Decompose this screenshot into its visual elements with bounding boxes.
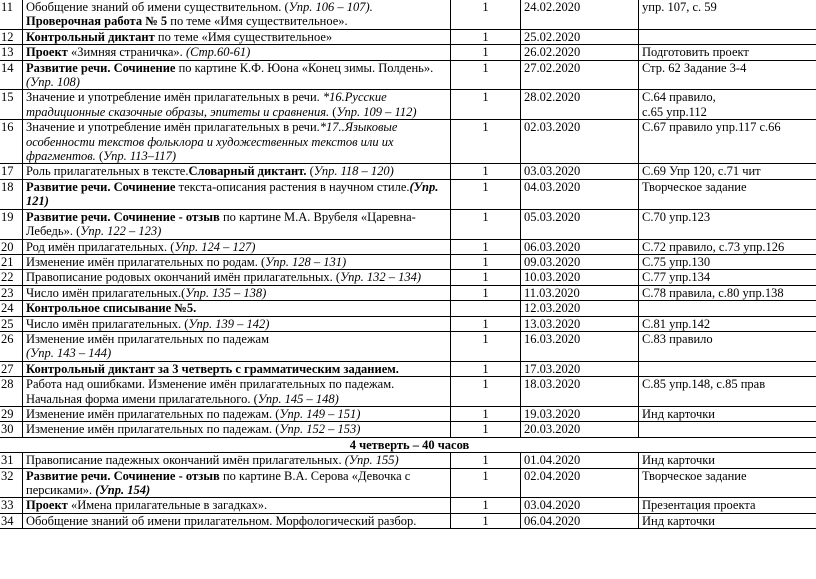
hours-count: 1 xyxy=(451,29,521,44)
homework xyxy=(639,164,816,179)
lesson-topic xyxy=(23,285,451,300)
homework-text: Творческое задание xyxy=(642,468,747,483)
hours-count: 1 xyxy=(451,377,521,407)
lesson-number: 14 xyxy=(0,60,23,90)
homework-text: С.67 правило упр.117 с.66 xyxy=(642,120,781,135)
lesson-topic xyxy=(23,209,451,239)
homework-text: С.69 Упр 120, с.71 чит xyxy=(642,164,761,179)
homework-text: Стр. 62 Задание 3-4 xyxy=(642,60,747,75)
lesson-topic xyxy=(23,406,451,421)
homework xyxy=(639,301,816,316)
topic-text: ( xyxy=(306,164,314,179)
hours-count: 1 xyxy=(451,285,521,300)
lesson-topic xyxy=(23,301,451,316)
table-row xyxy=(0,209,816,239)
homework xyxy=(639,254,816,269)
lesson-date: 01.04.2020 xyxy=(521,453,639,468)
lesson-number: 16 xyxy=(0,120,23,164)
lesson-date: 02.03.2020 xyxy=(521,120,639,164)
hours-count: 1 xyxy=(451,45,521,60)
lesson-topic xyxy=(23,453,451,468)
lesson-number: 17 xyxy=(0,164,23,179)
homework-text: Инд карточки xyxy=(642,406,715,421)
homework xyxy=(639,90,816,120)
topic-text: Обобщение знаний об имени существительном. ( xyxy=(26,0,289,14)
lesson-topic xyxy=(23,270,451,285)
lesson-number: 34 xyxy=(0,513,23,528)
table-row xyxy=(0,422,816,437)
table-row xyxy=(0,120,816,164)
homework-text: Подготовить проект xyxy=(642,45,749,60)
lesson-date: 09.03.2020 xyxy=(521,254,639,269)
topic-text: Упр. 118 – 120) xyxy=(313,164,394,179)
topic-text: Обобщение знаний об имени прилагательном. Морфологический разбор. xyxy=(26,513,417,528)
table-row xyxy=(0,453,816,468)
homework xyxy=(639,422,816,437)
lesson-topic xyxy=(23,60,451,90)
topic-text: по картине В.А. Серова «Девочка с персиками». xyxy=(26,468,411,497)
lesson-topic xyxy=(23,468,451,498)
homework-text: С.77 упр.134 xyxy=(642,270,711,285)
topic-text: *17..Языковые особенности текстов фольклора и художественных текстов или их фрагментов. xyxy=(26,120,398,164)
lesson-date: 16.03.2020 xyxy=(521,331,639,361)
hours-count: 1 xyxy=(451,179,521,209)
homework xyxy=(639,453,816,468)
homework-text: Инд карточки xyxy=(642,513,715,528)
lesson-date: 25.02.2020 xyxy=(521,29,639,44)
lesson-date: 12.03.2020 xyxy=(521,301,639,316)
topic-text: Упр. 122 – 123) xyxy=(80,224,162,239)
hours-count: 1 xyxy=(451,498,521,513)
lesson-number: 31 xyxy=(0,453,23,468)
lesson-date: 11.03.2020 xyxy=(521,285,639,300)
topic-text: (Упр. 108) xyxy=(26,75,80,90)
lesson-date: 10.03.2020 xyxy=(521,270,639,285)
lesson-number: 30 xyxy=(0,422,23,437)
topic-text: Изменение имён прилагательных по падежам. ( xyxy=(26,406,280,421)
lesson-topic xyxy=(23,239,451,254)
topic-text: Развитие речи. Сочинение - отзыв xyxy=(26,468,220,483)
topic-text: Упр. 106 – 107). xyxy=(288,0,373,14)
lesson-date: 13.03.2020 xyxy=(521,316,639,331)
hours-count: 1 xyxy=(451,331,521,361)
topic-text: Упр. 139 – 142) xyxy=(188,316,270,331)
topic-text: (Упр. 121) xyxy=(26,179,439,209)
topic-text: (Упр. 143 – 144) xyxy=(26,346,112,361)
homework xyxy=(639,285,816,300)
lesson-number: 29 xyxy=(0,406,23,421)
table-row xyxy=(0,45,816,60)
lesson-number: 28 xyxy=(0,377,23,407)
homework xyxy=(639,468,816,498)
homework xyxy=(639,270,816,285)
hours-count: 1 xyxy=(451,453,521,468)
table-row xyxy=(0,254,816,269)
homework xyxy=(639,0,816,29)
lesson-date: 18.03.2020 xyxy=(521,377,639,407)
table-row xyxy=(0,331,816,361)
topic-text: Правописание родовых окончаний имён прилагательных. ( xyxy=(26,270,341,285)
lesson-topic xyxy=(23,361,451,376)
lesson-date: 24.02.2020 xyxy=(521,0,639,29)
homework-text: С.72 правило, с.73 упр.126 xyxy=(642,239,785,254)
homework xyxy=(639,120,816,164)
topic-text: Значение и употребление имён прилагательных в речи. xyxy=(26,120,320,135)
hours-count: 1 xyxy=(451,164,521,179)
topic-text: Упр. 152 – 153) xyxy=(279,422,361,437)
topic-text: *16.Русские традиционные сказочные образы, эпитеты и сравнения. xyxy=(26,90,387,119)
lesson-date: 05.03.2020 xyxy=(521,209,639,239)
lesson-number: 19 xyxy=(0,209,23,239)
table-row xyxy=(0,0,816,29)
lesson-date: 06.03.2020 xyxy=(521,239,639,254)
lesson-topic xyxy=(23,513,451,528)
topic-text: Значение и употребление имён прилагательных в речи. xyxy=(26,90,323,105)
lesson-topic xyxy=(23,164,451,179)
topic-text: по теме «Имя существительное» xyxy=(154,29,333,44)
topic-text: по теме «Имя существительное». xyxy=(167,14,348,29)
table-row xyxy=(0,270,816,285)
lesson-date: 20.03.2020 xyxy=(521,422,639,437)
table-row xyxy=(0,406,816,421)
homework-text: Инд карточки xyxy=(642,453,715,468)
hours-count: 1 xyxy=(451,422,521,437)
hours-count: 1 xyxy=(451,270,521,285)
topic-text: Роль прилагательных в тексте. xyxy=(26,164,189,179)
topic-text: ( xyxy=(329,104,337,119)
lesson-topic xyxy=(23,331,451,361)
lesson-topic xyxy=(23,254,451,269)
topic-text: Упр. 135 – 138) xyxy=(185,285,267,300)
homework xyxy=(639,209,816,239)
homework-text: С.81 упр.142 xyxy=(642,316,711,331)
hours-count: 1 xyxy=(451,120,521,164)
homework xyxy=(639,316,816,331)
hours-count: 1 xyxy=(451,90,521,120)
lesson-topic xyxy=(23,377,451,407)
topic-text: Развитие речи. Сочинение xyxy=(26,60,176,75)
table-row xyxy=(0,498,816,513)
lesson-topic xyxy=(23,316,451,331)
topic-text: Упр. 149 – 151) xyxy=(279,406,361,421)
table-row xyxy=(0,301,816,316)
lesson-date: 27.02.2020 xyxy=(521,60,639,90)
topic-text: «Зимняя страничка». xyxy=(67,45,186,60)
lesson-date: 19.03.2020 xyxy=(521,406,639,421)
lesson-topic xyxy=(23,120,451,164)
topic-text: по картине К.Ф. Юона «Конец зимы. Полдень». xyxy=(175,60,434,75)
topic-text: Упр. 128 – 131) xyxy=(265,254,347,269)
lesson-date: 17.03.2020 xyxy=(521,361,639,376)
topic-text: Проект xyxy=(26,498,68,513)
homework-text: Презентация проекта xyxy=(642,498,756,513)
homework xyxy=(639,377,816,407)
hours-count xyxy=(451,301,521,316)
lesson-number: 21 xyxy=(0,254,23,269)
table-row xyxy=(0,179,816,209)
homework xyxy=(639,331,816,361)
lesson-number: 12 xyxy=(0,29,23,44)
lesson-number: 22 xyxy=(0,270,23,285)
topic-text: Упр. 124 – 127) xyxy=(174,239,256,254)
homework-text: Творческое задание xyxy=(642,179,747,194)
lesson-number: 20 xyxy=(0,239,23,254)
topic-text: ( xyxy=(95,149,104,164)
homework xyxy=(639,45,816,60)
homework xyxy=(639,513,816,528)
topic-text: Род имён прилагательных. ( xyxy=(26,239,175,254)
hours-count: 1 xyxy=(451,406,521,421)
lesson-date: 06.04.2020 xyxy=(521,513,639,528)
topic-text: по картине М.А. Врубеля «Царевна-Лебедь». ( xyxy=(26,209,416,239)
lesson-date: 26.02.2020 xyxy=(521,45,639,60)
homework-text: С.85 упр.148, с.85 прав xyxy=(642,377,766,392)
topic-text: Развитие речи. Сочинение xyxy=(26,179,176,194)
lesson-topic xyxy=(23,179,451,209)
hours-count: 1 xyxy=(451,513,521,528)
homework xyxy=(639,361,816,376)
topic-text: Проект xyxy=(26,45,68,60)
topic-text: Контрольный диктант за 3 четверть с грамматическим заданием. xyxy=(26,361,399,376)
topic-text: Контрольный диктант xyxy=(26,29,155,44)
table-row xyxy=(0,377,816,407)
table-row xyxy=(0,29,816,44)
homework xyxy=(639,406,816,421)
lesson-date: 28.02.2020 xyxy=(521,90,639,120)
lesson-date: 03.04.2020 xyxy=(521,498,639,513)
lesson-number: 24 xyxy=(0,301,23,316)
lesson-topic xyxy=(23,29,451,44)
lesson-date: 04.03.2020 xyxy=(521,179,639,209)
lesson-number: 26 xyxy=(0,331,23,361)
topic-text: Изменение имён прилагательных по родам. ( xyxy=(26,254,266,269)
homework-text: С.83 правило xyxy=(642,331,713,346)
lesson-topic xyxy=(23,498,451,513)
topic-text: «Имена прилагательные в загадках». xyxy=(67,498,268,513)
homework-text: С.70 упр.123 xyxy=(642,209,711,224)
hours-count: 1 xyxy=(451,254,521,269)
lesson-topic xyxy=(23,0,451,29)
hours-count: 1 xyxy=(451,361,521,376)
lesson-number: 11 xyxy=(0,0,23,29)
topic-text: Упр. 113–117) xyxy=(103,149,176,164)
homework xyxy=(639,60,816,90)
homework xyxy=(639,29,816,44)
table-row xyxy=(0,468,816,498)
homework xyxy=(639,498,816,513)
topic-text: текста-описания растения в научном стиле. xyxy=(175,179,410,194)
table-row xyxy=(0,285,816,300)
table-row xyxy=(0,90,816,120)
hours-count: 1 xyxy=(451,0,521,29)
quarter-heading: 4 четверть – 40 часов xyxy=(0,437,816,452)
lesson-number: 33 xyxy=(0,498,23,513)
homework-text: С.75 упр.130 xyxy=(642,254,711,269)
topic-text: Правописание падежных окончаний имён прилагательных. xyxy=(26,453,345,468)
table-row xyxy=(0,164,816,179)
homework-text: упр. 107, с. 59 xyxy=(642,0,717,14)
lesson-date: 02.04.2020 xyxy=(521,468,639,498)
topic-text: Упр. 132 – 134) xyxy=(340,270,422,285)
topic-text: Изменение имён прилагательных по падежам xyxy=(26,331,269,346)
lesson-number: 25 xyxy=(0,316,23,331)
table-row xyxy=(0,239,816,254)
lesson-number: 32 xyxy=(0,468,23,498)
homework xyxy=(639,179,816,209)
topic-text: Изменение имён прилагательных по падежам. ( xyxy=(26,422,280,437)
topic-text: Число имён прилагательных.( xyxy=(26,285,186,300)
lesson-number: 15 xyxy=(0,90,23,120)
topic-text: Проверочная работа № 5 xyxy=(26,14,168,29)
topic-text: Развитие речи. Сочинение - отзыв xyxy=(26,209,220,224)
homework-text: С.64 правило, с.65 упр.112 xyxy=(642,90,716,119)
lesson-topic xyxy=(23,422,451,437)
topic-text: (Упр. 154) xyxy=(95,483,151,497)
topic-text: Упр. 145 – 148) xyxy=(257,391,339,406)
homework-text: С.78 правила, с.80 упр.138 xyxy=(642,285,784,300)
quarter-header-row xyxy=(0,437,816,452)
lesson-date: 03.03.2020 xyxy=(521,164,639,179)
table-row xyxy=(0,513,816,528)
topic-text: (Стр.60-61) xyxy=(185,45,251,60)
hours-count: 1 xyxy=(451,209,521,239)
homework xyxy=(639,239,816,254)
lesson-topic xyxy=(23,90,451,120)
lesson-number: 18 xyxy=(0,179,23,209)
topic-text: Контрольное списывание №5. xyxy=(26,301,197,316)
lesson-topic xyxy=(23,45,451,60)
topic-text: Словарный диктант. xyxy=(188,164,307,179)
table-row xyxy=(0,361,816,376)
hours-count: 1 xyxy=(451,60,521,90)
topic-text: Упр. 109 – 112) xyxy=(336,104,417,119)
table-row xyxy=(0,316,816,331)
lesson-number: 27 xyxy=(0,361,23,376)
lesson-number: 23 xyxy=(0,285,23,300)
hours-count: 1 xyxy=(451,468,521,498)
hours-count: 1 xyxy=(451,239,521,254)
table-row xyxy=(0,60,816,90)
hours-count: 1 xyxy=(451,316,521,331)
topic-text: (Упр. 155) xyxy=(344,453,399,468)
topic-text: Число имён прилагательных. ( xyxy=(26,316,189,331)
lesson-number: 13 xyxy=(0,45,23,60)
topic-text: Работа над ошибками. Изменение имён прилагательных по падежам. Начальная форма имени прилагательного. ( xyxy=(26,377,395,406)
